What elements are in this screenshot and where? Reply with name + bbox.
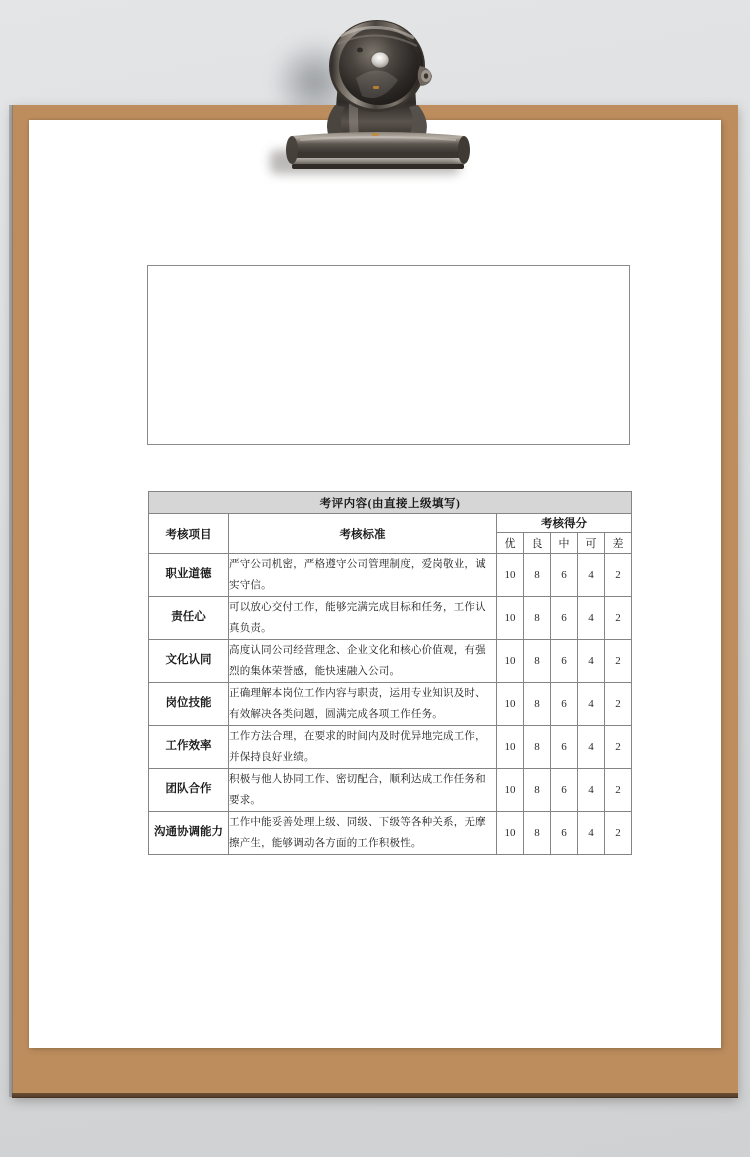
header-grade-medium: 中	[551, 533, 578, 554]
row-score-fair[interactable]: 4	[578, 640, 605, 683]
table-row	[149, 812, 632, 855]
clipboard-board-bottom-edge	[12, 1093, 738, 1098]
row-item: 责任心	[149, 597, 229, 640]
row-item: 沟通协调能力	[149, 812, 229, 855]
table-row	[149, 683, 632, 726]
row-score-excellent[interactable]: 10	[497, 554, 524, 597]
row-score-medium[interactable]: 6	[551, 812, 578, 855]
row-standard: 工作方法合理，在要求的时间内及时优异地完成工作，并保持良好业绩。	[229, 726, 497, 769]
table-row	[149, 726, 632, 769]
row-score-good[interactable]: 8	[524, 683, 551, 726]
row-score-excellent[interactable]: 10	[497, 812, 524, 855]
row-score-excellent[interactable]: 10	[497, 683, 524, 726]
header-score-group: 考核得分	[497, 514, 632, 533]
table-row	[149, 597, 632, 640]
row-score-medium[interactable]: 6	[551, 554, 578, 597]
paper-sheet	[29, 120, 721, 1048]
table-row	[149, 640, 632, 683]
row-score-good[interactable]: 8	[524, 812, 551, 855]
row-item: 工作效率	[149, 726, 229, 769]
row-item: 文化认同	[149, 640, 229, 683]
row-score-poor[interactable]: 2	[605, 812, 632, 855]
row-score-good[interactable]: 8	[524, 554, 551, 597]
clipboard-board-left-edge	[9, 105, 13, 1097]
header-grade-poor: 差	[605, 533, 632, 554]
row-score-poor[interactable]: 2	[605, 683, 632, 726]
header-standard: 考核标准	[229, 514, 497, 554]
header-item: 考核项目	[149, 514, 229, 554]
row-score-good[interactable]: 8	[524, 726, 551, 769]
table-row	[149, 554, 632, 597]
row-item: 职业道德	[149, 554, 229, 597]
row-score-medium[interactable]: 6	[551, 640, 578, 683]
row-score-fair[interactable]: 4	[578, 683, 605, 726]
row-score-medium[interactable]: 6	[551, 726, 578, 769]
row-score-fair[interactable]: 4	[578, 812, 605, 855]
row-standard: 工作中能妥善处理上级、同级、下级等各种关系，无摩擦产生，能够调动各方面的工作积极性。	[229, 812, 497, 855]
row-score-poor[interactable]: 2	[605, 640, 632, 683]
header-grade-good: 良	[524, 533, 551, 554]
row-score-good[interactable]: 8	[524, 597, 551, 640]
row-score-fair[interactable]: 4	[578, 769, 605, 812]
row-score-poor[interactable]: 2	[605, 769, 632, 812]
row-standard: 正确理解本岗位工作内容与职责，运用专业知识及时、有效解决各类问题，圆满完成各项工作任务。	[229, 683, 497, 726]
row-score-excellent[interactable]: 10	[497, 769, 524, 812]
table-title: 考评内容(由直接上级填写)	[149, 492, 632, 514]
table-header-row-1	[149, 514, 632, 533]
row-score-excellent[interactable]: 10	[497, 597, 524, 640]
row-score-medium[interactable]: 6	[551, 597, 578, 640]
document-body	[29, 120, 721, 1048]
row-score-fair[interactable]: 4	[578, 726, 605, 769]
blank-header-box[interactable]	[147, 265, 630, 445]
row-score-fair[interactable]: 4	[578, 597, 605, 640]
row-item: 团队合作	[149, 769, 229, 812]
row-standard: 高度认同公司经营理念、企业文化和核心价值观，有强烈的集体荣誉感，能快速融入公司。	[229, 640, 497, 683]
evaluation-table	[148, 491, 632, 855]
row-standard: 积极与他人协同工作、密切配合，顺利达成工作任务和要求。	[229, 769, 497, 812]
row-score-excellent[interactable]: 10	[497, 726, 524, 769]
header-grade-excellent: 优	[497, 533, 524, 554]
row-score-poor[interactable]: 2	[605, 554, 632, 597]
table-title-row	[149, 492, 632, 514]
row-score-good[interactable]: 8	[524, 640, 551, 683]
row-score-medium[interactable]: 6	[551, 769, 578, 812]
header-grade-fair: 可	[578, 533, 605, 554]
row-score-good[interactable]: 8	[524, 769, 551, 812]
table-row	[149, 769, 632, 812]
row-item: 岗位技能	[149, 683, 229, 726]
row-standard: 可以放心交付工作，能够完满完成目标和任务，工作认真负责。	[229, 597, 497, 640]
row-score-excellent[interactable]: 10	[497, 640, 524, 683]
row-standard: 严守公司机密，严格遵守公司管理制度，爱岗敬业，诚实守信。	[229, 554, 497, 597]
row-score-poor[interactable]: 2	[605, 597, 632, 640]
row-score-medium[interactable]: 6	[551, 683, 578, 726]
row-score-fair[interactable]: 4	[578, 554, 605, 597]
row-score-poor[interactable]: 2	[605, 726, 632, 769]
